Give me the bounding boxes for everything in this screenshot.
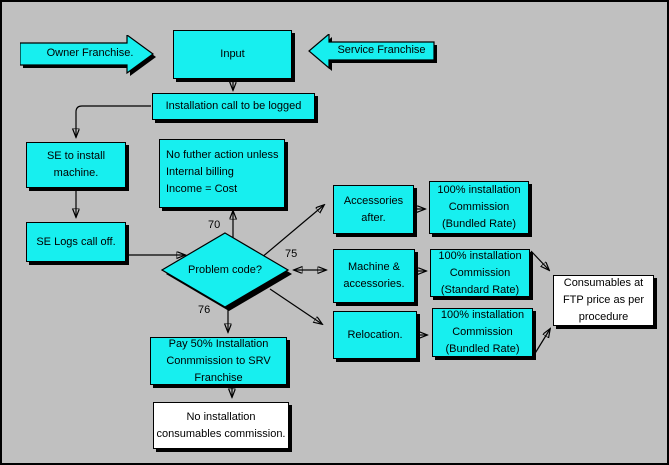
node-se-install — [26, 142, 126, 188]
node-installation-call — [152, 93, 315, 120]
node-commission-bundled-2 — [432, 308, 533, 357]
node-accessories-after — [333, 185, 414, 234]
node-no-further-action — [159, 139, 285, 208]
no-further-action-line-2: Internal billing — [166, 166, 234, 178]
se-install-label: SE to install machine. — [46, 150, 106, 179]
node-input — [173, 30, 292, 79]
installation-call-label: Installation call to be logged — [165, 100, 302, 112]
consumables-label: Consumables at FTP price as per procedure — [562, 277, 645, 323]
se-logs-label: SE Logs call off. — [36, 235, 116, 248]
service-franchise-arrow — [308, 34, 441, 75]
input-label: Input — [220, 48, 245, 60]
node-commission-standard — [430, 249, 530, 297]
commission-bundled-1-label: 100% installation Commission (Bundled Rate) — [437, 184, 521, 230]
no-installation-label: No installation consumables commission. — [156, 410, 286, 440]
commission-standard-label: 100% installation Commission (Standard Rate) — [438, 249, 522, 296]
edge-bundled-2-to-consumables — [534, 329, 550, 355]
edge-label-75: 75 — [285, 248, 298, 260]
no-further-action-line-1: No futher action unless — [166, 149, 279, 161]
machine-accessories-label: Machine & accessories. — [343, 261, 405, 290]
problem-code-label: Problem code? — [188, 264, 262, 276]
accessories-after-label: Accessories after. — [343, 194, 404, 224]
node-relocation — [333, 311, 417, 359]
relocation-label: Relocation. — [347, 328, 403, 341]
node-no-installation — [153, 402, 289, 449]
no-further-action-line-3: Income = Cost — [166, 183, 238, 195]
node-pay-50 — [150, 337, 287, 385]
node-commission-bundled-1 — [429, 181, 529, 234]
node-problem-code — [161, 232, 298, 314]
owner-franchise-label: Owner Franchise. — [46, 46, 134, 59]
node-se-logs — [26, 222, 126, 262]
edge-standard-to-consumables — [531, 251, 549, 270]
node-consumables — [553, 275, 654, 326]
commission-bundled-2-label: 100% installation Commission (Bundled Rate) — [440, 309, 525, 355]
edge-installation-call-to-se-install — [76, 106, 151, 137]
pay-50-label: Pay 50% Installation Conmmission to SRV Franchise — [166, 337, 271, 384]
edge-label-76: 76 — [198, 304, 211, 316]
edge-label-70: 70 — [208, 219, 221, 231]
service-franchise-label: Service Franchise — [337, 43, 426, 56]
owner-franchise-arrow — [20, 35, 160, 80]
node-machine-accessories — [333, 249, 415, 303]
